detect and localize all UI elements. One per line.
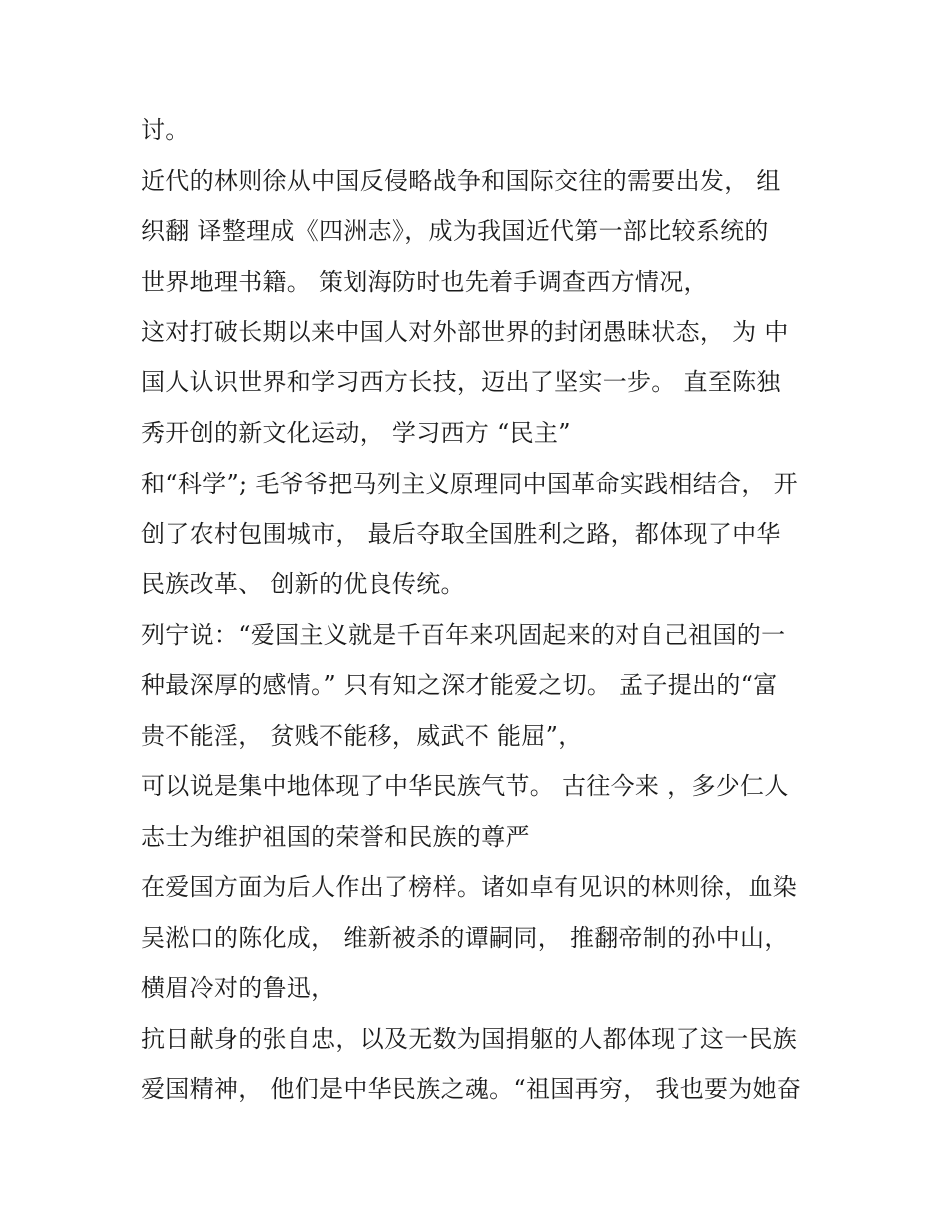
text-line: 列宁说：“爱国主义就是千百年来巩固起来的对自己祖国的一 (141, 621, 786, 649)
text-line: 国人认识世界和学习西方长技，迈出了坚实一步。 直至陈独 (141, 368, 781, 396)
text-line: 织翻 译整理成《四洲志》，成为我国近代第一部比较系统的 (141, 217, 769, 245)
text-line: 可以说是集中地体现了中华民族气节。 古往今来 ，多少仁人 (141, 772, 789, 800)
text-line: 爱国精神， 他们是中华民族之魂。“祖国再穷， 我也要为她奋 (141, 1075, 802, 1103)
text-line: 横眉冷对的鲁迅， (141, 974, 336, 1002)
text-line: 吴淞口的陈化成， 维新被杀的谭嗣同， 推翻帝制的孙中山， (141, 924, 789, 952)
text-line: 和“科学”; 毛爷爷把马列主义原理同中国革命实践相结合， 开 (141, 470, 798, 498)
text-line: 世界地理书籍。 策划海防时也先着手调查西方情况， (141, 268, 708, 296)
text-line: 种最深厚的感情。” 只有知之深才能爱之切。 孟子提出的“富 (141, 671, 778, 699)
text-line: 民族改革、 创新的优良传统。 (141, 570, 465, 598)
text-line: 在爱国方面为后人作出了榜样。诸如卓有见识的林则徐，血染 (141, 873, 798, 901)
text-line: 讨。 (141, 116, 190, 144)
text-line: 这对打破长期以来中国人对外部世界的封闭愚昧状态， 为 中 (141, 318, 789, 346)
text-line: 近代的林则徐从中国反侵略战争和国际交往的需要出发， 组 (141, 167, 781, 195)
text-line: 抗日献身的张自忠，以及无数为国捐躯的人都体现了这一民族 (141, 1025, 798, 1053)
text-line: 秀开创的新文化运动， 学习西方 “民主” (141, 419, 571, 447)
text-line: 贵不能淫， 贫贱不能移，威武不 能屈”， (141, 722, 583, 750)
text-line: 创了农村包围城市， 最后夺取全国胜利之路，都体现了中华 (141, 520, 781, 548)
text-line: 志士为维护祖国的荣誉和民族的尊严 (141, 823, 530, 851)
